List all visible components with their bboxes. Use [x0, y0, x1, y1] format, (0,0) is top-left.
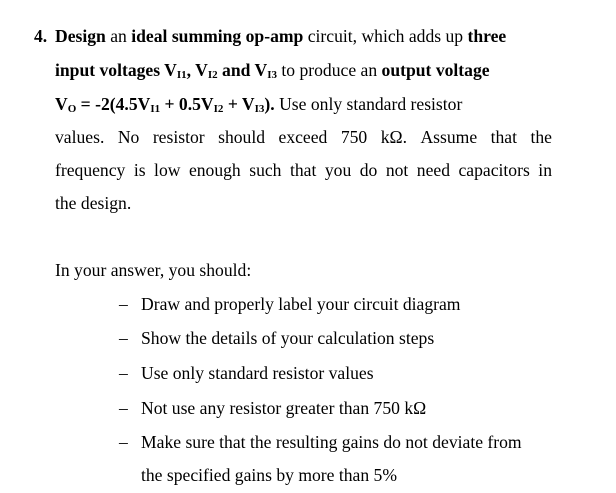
text: input voltages V: [55, 60, 177, 80]
text: , V: [186, 60, 208, 80]
bullet-item: Not use any resistor greater than 750 kΩ: [141, 398, 427, 418]
text: V: [55, 94, 68, 114]
subscript: I3: [267, 69, 277, 81]
bullet-dash: –: [119, 294, 128, 314]
subscript: I2: [213, 103, 224, 115]
bullet-dash: –: [119, 432, 128, 452]
bullet-dash: –: [119, 363, 128, 383]
text: and V: [217, 60, 268, 80]
bullet-item: Draw and properly label your circuit diagram: [141, 294, 461, 314]
bullet-dash: –: [119, 328, 128, 348]
bullet-item: Make sure that the resulting gains do not deviate from: [141, 432, 522, 452]
subscript: O: [67, 103, 77, 115]
text: an: [105, 26, 132, 46]
bold-text: Design: [55, 26, 106, 46]
question-line-1: [55, 25, 506, 47]
text: Use only standard resistor: [274, 94, 463, 114]
bullet-item: Use only standard resistor values: [141, 363, 374, 383]
question-line-4: values. No resistor should exceed 750 kΩ. Assume that the: [55, 127, 552, 147]
text: to produce an: [276, 60, 382, 80]
subscript: I1: [150, 103, 161, 115]
question-line-6: the design.: [55, 193, 132, 213]
bullet-item: Show the details of your calculation steps: [141, 328, 435, 348]
text: output voltage: [381, 60, 490, 80]
text: ).: [264, 94, 275, 114]
text: + V: [223, 94, 255, 114]
bold-text: ideal summing op-amp: [131, 26, 304, 46]
bullet-dash: –: [119, 398, 128, 418]
text: + 0.5V: [160, 94, 214, 114]
text: = -2(4.5V: [76, 94, 151, 114]
answer-intro: In your answer, you should:: [55, 260, 252, 280]
formula: [55, 94, 275, 114]
subscript: I1: [176, 69, 187, 81]
subscript: I2: [207, 69, 218, 81]
question-number: 4.: [34, 26, 48, 46]
text: circuit, which adds up: [303, 26, 468, 46]
question-line-2: [55, 59, 490, 81]
bold-text: three: [467, 26, 507, 46]
question-line-5: frequency is low enough such that you do not need capacitors in: [55, 160, 552, 180]
question-line-3: [55, 93, 462, 115]
bullet-item-continuation: the specified gains by more than 5%: [141, 465, 398, 485]
subscript: I3: [254, 103, 265, 115]
